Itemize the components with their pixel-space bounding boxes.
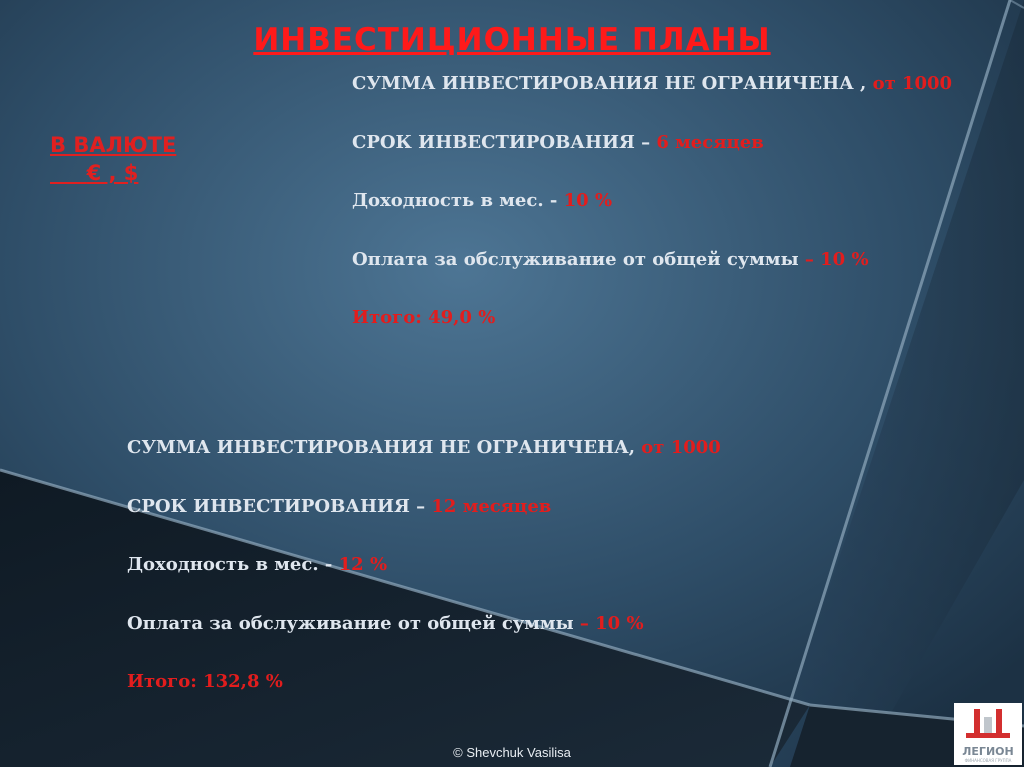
legion-logo-icon [954, 703, 1022, 745]
currency-symbols: € , $ [86, 161, 139, 185]
plan1-fee: Оплата за обслуживание от общей суммы – 10 % [352, 248, 869, 270]
plan1-total: Итого: 49,0 % [352, 307, 496, 328]
copyright-footer: © Shevchuk Vasilisa [453, 745, 571, 760]
legion-logo [954, 703, 1022, 765]
plan1-yield: Доходность в мес. - 10 % [352, 190, 613, 211]
currency-label [50, 131, 250, 187]
plan1-amount: СУММА ИНВЕСТИРОВАНИЯ НЕ ОГРАНИЧЕНА , от 1000 [352, 73, 953, 94]
plan2-amount: СУММА ИНВЕСТИРОВАНИЯ НЕ ОГРАНИЧЕНА, от 1000 [127, 437, 721, 458]
plan2-total: Итого: 132,8 % [127, 671, 283, 692]
logo-subtitle: ФИНАНСОВАЯ ГРУППА [964, 758, 1012, 763]
plan1-term: СРОК ИНВЕСТИРОВАНИЯ – 6 месяцев [352, 131, 764, 153]
page-title: ИНВЕСТИЦИОННЫЕ ПЛАНЫ [253, 22, 771, 58]
plan2-yield: Доходность в мес. - 12 % [127, 554, 388, 575]
plan-6-months [352, 73, 952, 366]
plan2-fee: Оплата за обслуживание от общей суммы – 10 % [127, 612, 644, 634]
plan-12-months [127, 437, 721, 730]
currency-title: В ВАЛЮТЕ [50, 133, 177, 157]
plan2-term: СРОК ИНВЕСТИРОВАНИЯ – 12 месяцев [127, 495, 552, 517]
logo-name: ЛЕГИОН [962, 745, 1014, 758]
